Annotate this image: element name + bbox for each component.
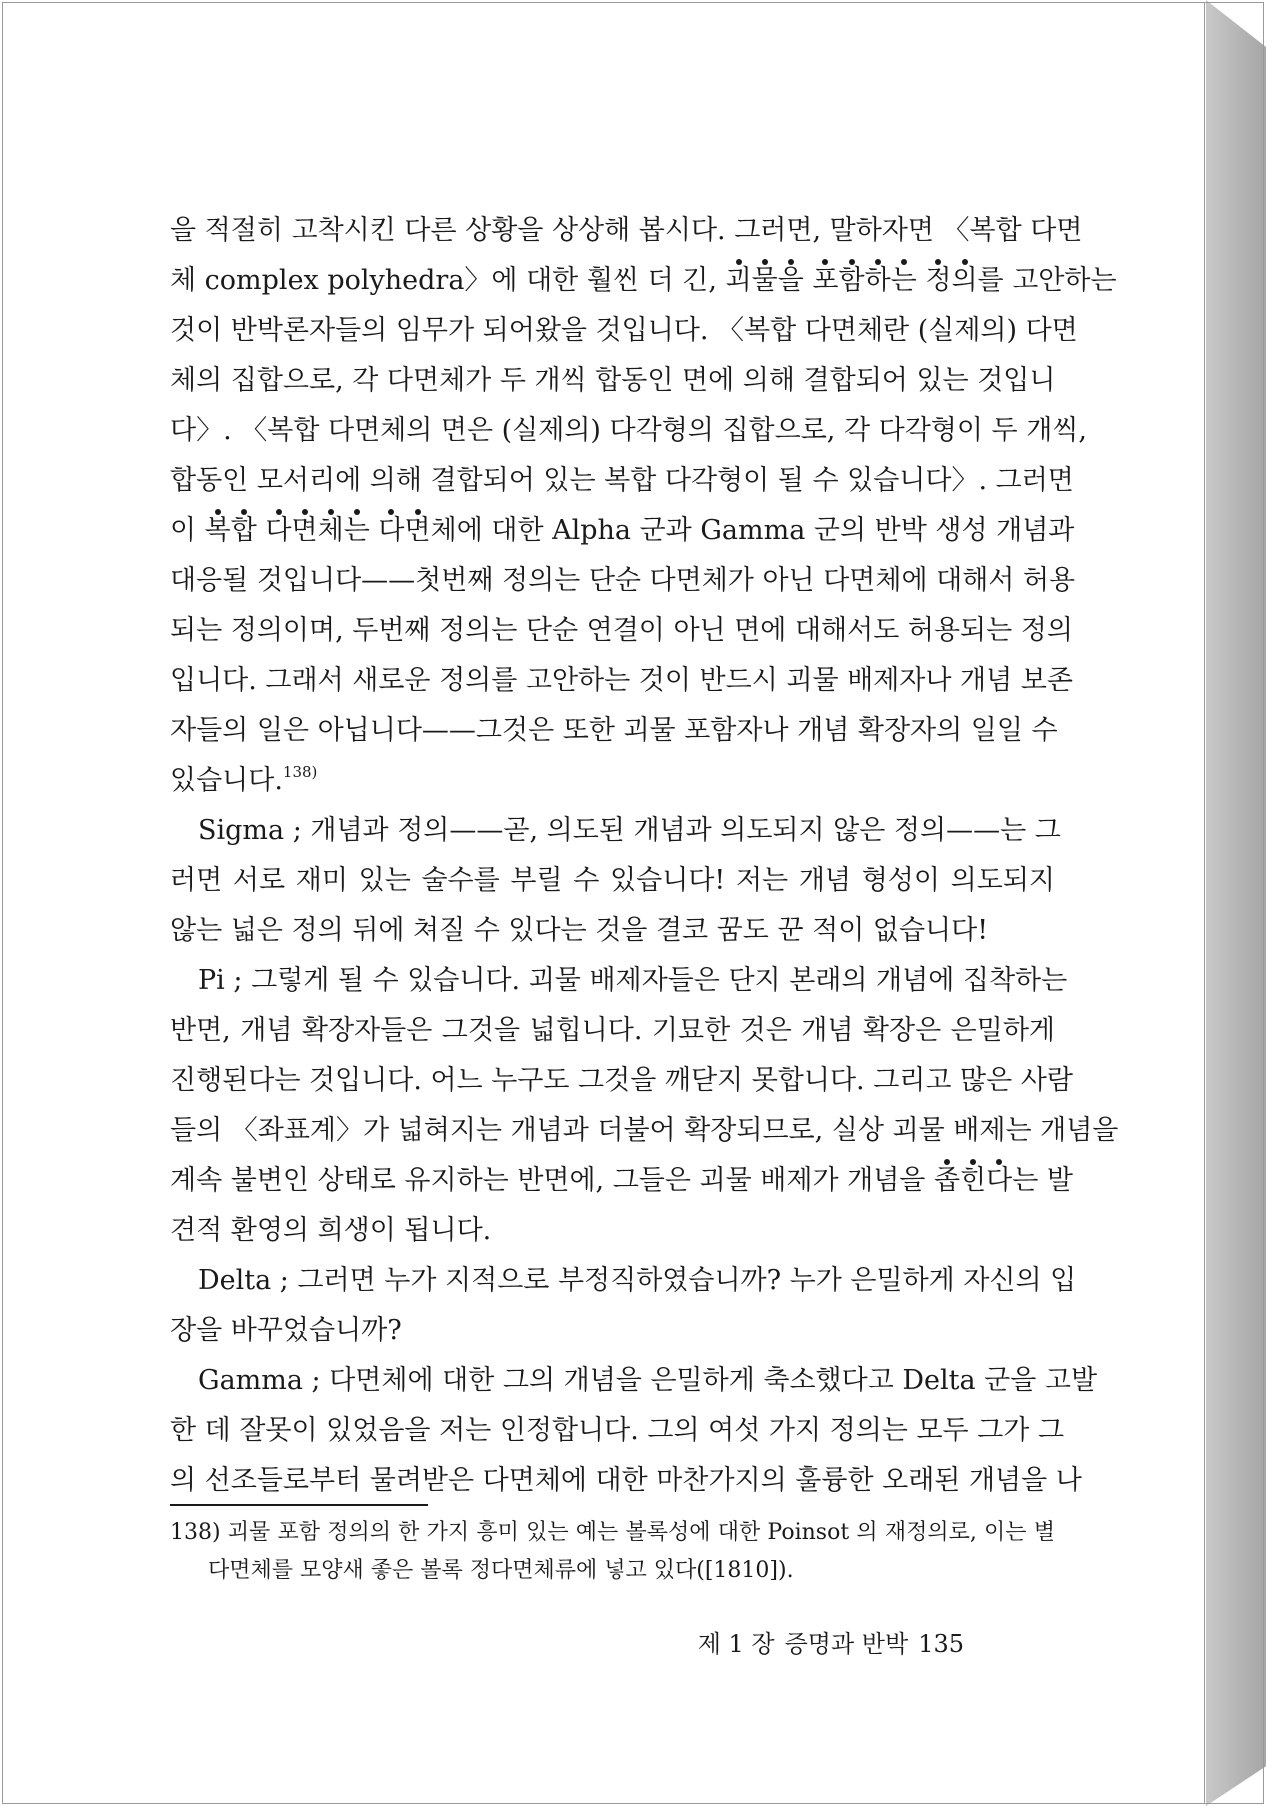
text-line xyxy=(170,506,1075,556)
emphasis-dot-char: 괴 xyxy=(726,256,752,306)
text-line: Sigma ; 개념과 정의——곧, 의도된 개념과 의도되지 않은 정의——는 그 xyxy=(198,815,1061,846)
text-line: 반면, 개념 확장자들은 그것을 넓힙니다. 기묘한 것은 개념 확장은 은밀하게 xyxy=(170,1015,1055,1046)
emphasis-dot-char: 다 xyxy=(986,1156,1012,1206)
emphasized-term xyxy=(726,265,804,296)
emphasis-dot-char: 면 xyxy=(292,506,318,556)
text-line: 을 적절히 고착시킨 다른 상황을 상상해 봅시다. 그러면, 말하자면 〈복합 다면 xyxy=(170,215,1083,246)
running-footer xyxy=(688,1624,964,1659)
emphasized-term xyxy=(812,265,916,296)
emphasis-dot-char: 복 xyxy=(205,506,231,556)
footnote-divider xyxy=(170,1504,428,1506)
text-line: 러면 서로 재미 있는 술수를 부릴 수 있습니다! 저는 개념 형성이 의도되지 xyxy=(170,865,1055,896)
text-line: 자들의 일은 아닙니다——그것은 또한 괴물 포함자나 개념 확장자의 일일 수 xyxy=(170,715,1058,746)
text-line: 의 선조들로부터 물려받은 다면체에 대한 마찬가지의 훌륭한 오래된 개념을 나 xyxy=(170,1465,1082,1496)
emphasis-dot-char: 좁 xyxy=(934,1156,960,1206)
chapter-number: 제 1 장 xyxy=(697,1630,775,1658)
text-span: 이 xyxy=(170,515,205,546)
text-span: 체에 대한 Alpha 군과 Gamma 군의 반박 생성 개념과 xyxy=(430,515,1075,546)
book-page xyxy=(2,2,1205,1804)
text-span: 체 complex polyhedra〉에 대한 훨씬 더 긴, xyxy=(170,265,726,296)
emphasis-dot-char: 의 xyxy=(951,256,977,306)
footnote-reference: 138) xyxy=(282,763,318,781)
emphasis-dot-char: 다 xyxy=(265,506,291,556)
emphasized-term xyxy=(934,1165,1012,1196)
chapter-title: 증명과 반박 xyxy=(784,1630,909,1658)
text-line: 견적 환영의 희생이 됩니다. xyxy=(170,1215,492,1246)
emphasis-dot-char: 체 xyxy=(318,506,344,556)
emphasized-term xyxy=(925,265,977,296)
footnote-text: 괴물 포함 정의의 한 가지 흥미 있는 예는 볼록성에 대한 Poinsot 의 재정의로, 이는 별 xyxy=(227,1520,1055,1545)
text-line: 들의 〈좌표계〉가 넓혀지는 개념과 더불어 확장되므로, 실상 괴물 배제는 개념을 xyxy=(170,1115,1119,1146)
text-line: 되는 정의이며, 두번째 정의는 단순 연결이 아닌 면에 대해서도 허용되는 정의 xyxy=(170,615,1073,646)
text-line: 한 데 잘못이 있었음을 저는 인정합니다. 그의 여섯 가지 정의는 모두 그가 그 xyxy=(170,1415,1065,1446)
footnote-line: 다면체를 모양새 좋은 볼록 정다면체류에 넣고 있다([1810]). xyxy=(208,1558,794,1583)
page-number: 135 xyxy=(918,1630,964,1658)
emphasis-dot-char: 함 xyxy=(838,256,864,306)
text-line: 다〉. 〈복합 다면체의 면은 (실제의) 다각형의 집합으로, 각 다각형이 두 개씩, xyxy=(170,415,1087,446)
emphasis-dot-char: 물 xyxy=(752,256,778,306)
emphasized-term xyxy=(205,515,257,546)
text-span: 를 고안하는 xyxy=(977,265,1117,296)
emphasized-term xyxy=(265,515,369,546)
text-line xyxy=(170,256,1117,306)
footnote xyxy=(170,1514,1055,1590)
text-line: 합동인 모서리에 의해 결합되어 있는 복합 다각형이 될 수 있습니다〉. 그러면 xyxy=(170,465,1074,496)
text-line: 진행된다는 것입니다. 어느 누구도 그것을 깨닫지 못합니다. 그리고 많은 사람 xyxy=(170,1065,1073,1096)
footnote-number: 138) xyxy=(170,1520,221,1545)
emphasized-term xyxy=(378,515,430,546)
text-line: 대응될 것입니다——첫번째 정의는 단순 다면체가 아닌 다면체에 대해서 허용 xyxy=(170,565,1076,596)
emphasis-dot-char: 하 xyxy=(865,256,891,306)
text-span: 있습니다. xyxy=(170,765,283,796)
text-line: Delta ; 그러면 누가 지적으로 부정직하였습니까? 누가 은밀하게 자신의 입 xyxy=(198,1265,1077,1296)
text-span: 계속 불변인 상태로 유지하는 반면에, 그들은 괴물 배제가 개념을 xyxy=(170,1165,934,1196)
text-line: 장을 바꾸었습니까? xyxy=(170,1315,402,1346)
text-line: Pi ; 그렇게 될 수 있습니다. 괴물 배제자들은 단지 본래의 개념에 집착하는 xyxy=(198,965,1068,996)
emphasis-dot-char: 면 xyxy=(405,506,431,556)
emphasis-dot-char: 힌 xyxy=(960,1156,986,1206)
emphasis-dot-char: 을 xyxy=(778,256,804,306)
emphasis-dot-char: 합 xyxy=(231,506,257,556)
footnote-line xyxy=(170,1514,1055,1552)
emphasis-dot-char: 다 xyxy=(378,506,404,556)
text-line: 체의 집합으로, 각 다면체가 두 개씩 합동인 면에 의해 결합되어 있는 것입니 xyxy=(170,365,1056,396)
emphasis-dot-char: 포 xyxy=(812,256,838,306)
text-line: 않는 넓은 정의 뒤에 쳐질 수 있다는 것을 결코 꿈도 꾼 적이 없습니다! xyxy=(170,915,989,946)
text-line: Gamma ; 다면체에 대한 그의 개념을 은밀하게 축소했다고 Delta 군을 고발 xyxy=(198,1365,1098,1396)
text-line xyxy=(170,756,1055,806)
page-edge-shadow xyxy=(1206,0,1266,1806)
text-line: 것이 반박론자들의 임무가 되어왔을 것입니다. 〈복합 다면체란 (실제의) 다면 xyxy=(170,315,1078,346)
text-line: 입니다. 그래서 새로운 정의를 고안하는 것이 반드시 괴물 배제자나 개념 보존 xyxy=(170,665,1073,696)
text-line xyxy=(170,1156,1073,1206)
emphasis-dot-char: 정 xyxy=(925,256,951,306)
text-span: 는 발 xyxy=(1012,1165,1073,1196)
emphasis-dot-char: 는 xyxy=(891,256,917,306)
emphasis-dot-char: 는 xyxy=(344,506,370,556)
body-text xyxy=(170,206,1119,1506)
